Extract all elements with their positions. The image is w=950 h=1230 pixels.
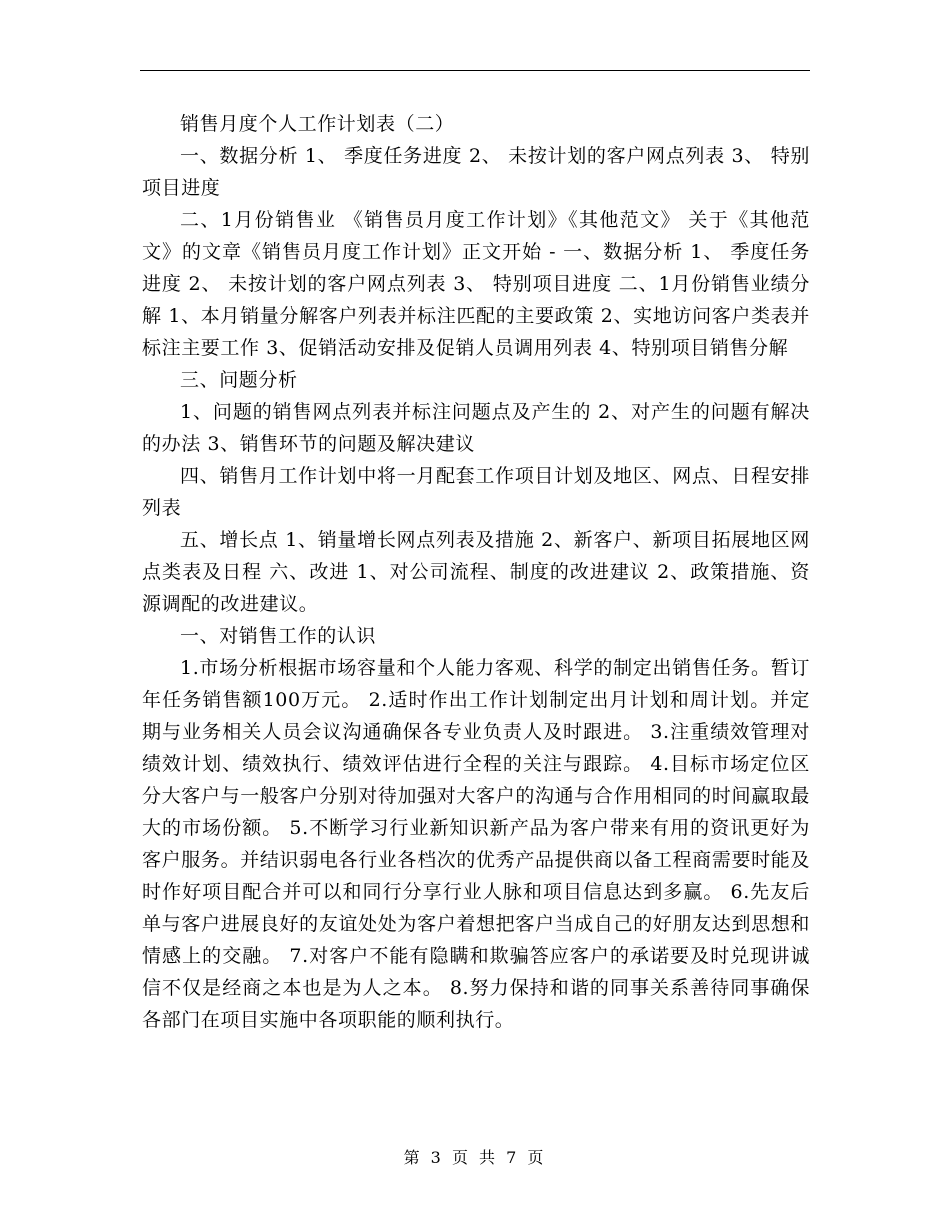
paragraph-growth-improvement: 五、增长点 1、销量增长网点列表及措施 2、新客户、新项目拓展地区网点类表及日程 六、改进 1、对公司流程、制度的改进建议 2、政策措施、资源调配的改进建议。 xyxy=(142,529,810,615)
page-number: 第 3 页 共 7 页 xyxy=(403,1148,547,1167)
paragraph-data-analysis: 一、数据分析 1、 季度任务进度 2、 未按计划的客户网点列表 3、 特别项目进度 xyxy=(142,145,810,199)
heading-problem-analysis: 三、问题分析 xyxy=(180,369,298,391)
paragraph-problems: 1、问题的销售网点列表并标注问题点及产生的 2、对产生的问题有解决的办法 3、销售环节的问题及解决建议 xyxy=(142,401,810,455)
header-rule xyxy=(140,70,810,71)
document-body xyxy=(142,108,810,1036)
paragraph-monthly-plan: 四、销售月工作计划中将一月配套工作项目计划及地区、网点、日程安排列表 xyxy=(142,465,810,519)
heading-sales-understanding: 一、对销售工作的认识 xyxy=(180,625,377,647)
document-title: 销售月度个人工作计划表（二） xyxy=(180,113,455,135)
paragraph-january-sales: 二、1月份销售业 《销售员月度工作计划》《其他范文》 关于《其他范文》的文章《销售员月度工作计划》正文开始 - 一、数据分析 1、 季度任务进度 2、 未按计划的客户网点列表 3、 特别项目进度 二、1月份销售业绩分解 1、本月销量分解客户列表并标注匹配的主要政策 2、实地访问客户类表并标注主要工作 3、促销活动安排及促销人员调用列表 4、特别项目销售分解 xyxy=(142,209,810,359)
paragraph-sales-understanding: 1.市场分析根据市场容量和个人能力客观、科学的制定出销售任务。暂订年任务销售额100万元。 2.适时作出工作计划制定出月计划和周计划。并定期与业务相关人员会议沟通确保各专业负责人及时跟进。 3.注重绩效管理对绩效计划、绩效执行、绩效评估进行全程的关注与跟踪。 4.目标市场定位区分大客户与一般客户分别对待加强对大客户的沟通与合作用相同的时间赢取最大的市场份额。 5.不断学习行业新知识新产品为客户带来有用的资讯更好为客户服务。并结识弱电各行业各档次的优秀产品提供商以备工程商需要时能及时作好项目配合并可以和同行分享行业人脉和项目信息达到多赢。 6.先友后单与客户进展良好的友谊处处为客户着想把客户当成自己的好朋友达到思想和情感上的交融。 7.对客户不能有隐瞒和欺骗答应客户的承诺要及时兑现讲诚信不仅是经商之本也是为人之本。 8.努力保持和谐的同事关系善待同事确保各部门在项目实施中各项职能的顺利执行。 xyxy=(142,657,810,1031)
